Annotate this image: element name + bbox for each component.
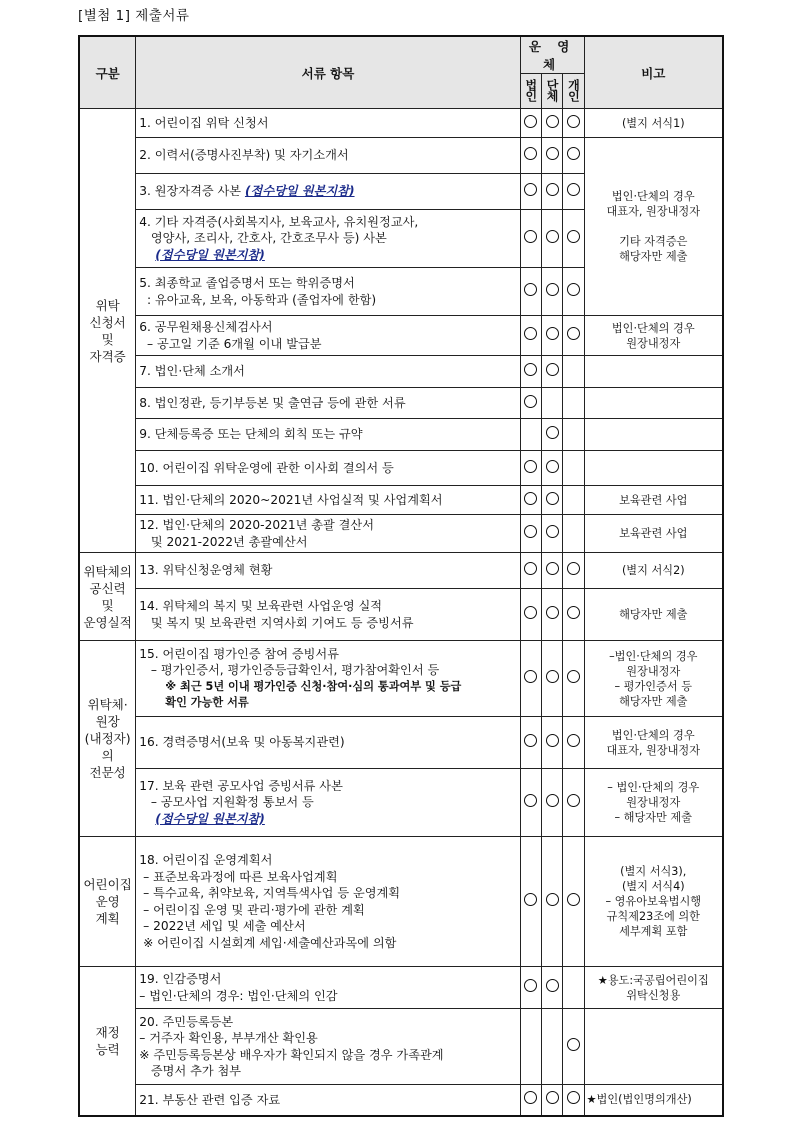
required-circle-icon (524, 363, 537, 376)
mark-cell-individual (563, 553, 584, 589)
mark-cell-individual (563, 210, 584, 268)
mark-cell-individual (563, 451, 584, 486)
mark-cell-corporation (520, 138, 541, 174)
category-cell (79, 553, 136, 641)
category-label: 운영실적 (83, 614, 132, 630)
required-circle-icon (546, 979, 559, 992)
table-row (79, 837, 723, 967)
mark-cell-individual (563, 967, 584, 1009)
document-item (136, 356, 520, 388)
mark-cell-individual (563, 268, 584, 316)
required-circle-icon (567, 327, 580, 340)
required-circle-icon (567, 1038, 580, 1051)
document-line: 13. 위탁신청운영체 현황 (139, 563, 273, 578)
document-item (136, 486, 520, 515)
mark-cell-individual (563, 486, 584, 515)
mark-cell-corporation (520, 451, 541, 486)
document-item (136, 769, 520, 837)
note-cell (584, 967, 723, 1009)
table-row (79, 717, 723, 769)
document-line: 21. 부동산 관련 입증 자료 (139, 1092, 281, 1107)
note-cell (584, 553, 723, 589)
mark-cell-individual (563, 419, 584, 451)
table-row (79, 967, 723, 1009)
document-item (136, 316, 520, 356)
mark-cell-corporation (520, 174, 541, 210)
note-line: 대표자, 원장내정자 (606, 205, 701, 218)
required-circle-icon (546, 460, 559, 473)
mark-cell-individual (563, 356, 584, 388)
document-line: 14. 위탁체의 복지 및 보육관련 사업운영 실적 (139, 599, 383, 613)
mark-cell-group (541, 419, 562, 451)
mark-cell-individual (563, 316, 584, 356)
category-label: 공신력 (89, 580, 126, 596)
mark-cell-group (541, 641, 562, 717)
table-row (79, 109, 723, 138)
note-line: 법인·단체의 경우 (611, 728, 695, 742)
mark-cell-group (541, 1085, 562, 1116)
required-circle-icon (546, 734, 559, 747)
required-circle-icon (524, 562, 537, 575)
mark-cell-corporation (520, 486, 541, 515)
note-line: ★법인(법인명의개산) (586, 1093, 692, 1107)
required-circle-icon (524, 395, 537, 408)
note-cell (584, 837, 723, 967)
mark-cell-group (541, 356, 562, 388)
note-cell (584, 1085, 723, 1116)
document-line: 3. 원장자격증 사본 (접수당일 원본지참) (139, 184, 355, 199)
document-line: 19. 인감증명서 (139, 972, 222, 986)
mark-cell-group (541, 553, 562, 589)
mark-cell-group (541, 589, 562, 641)
table-row (79, 515, 723, 553)
required-circle-icon (524, 492, 537, 505)
note-line: (별지 서식4) (621, 880, 685, 893)
note-cell (584, 641, 723, 717)
mark-cell-group (541, 268, 562, 316)
required-circle-icon (567, 794, 580, 807)
note-line: (별지 서식1) (621, 116, 685, 130)
note-line: 대표자, 원장내정자 (606, 743, 701, 757)
document-line: ※ 어린이집 시설회계 세입·세출예산과목에 의함 (139, 935, 397, 950)
note-cell (584, 316, 723, 356)
document-line: – 평가인증서, 평가인증등급확인서, 평가참여확인서 등 (139, 663, 440, 677)
note-line: 해당자만 제출 (619, 694, 688, 708)
document-line: 10. 어린이집 위탁운영에 관한 이사회 결의서 등 (139, 460, 394, 475)
note-cell (584, 356, 723, 388)
required-circle-icon (546, 426, 559, 439)
note-cell (584, 769, 723, 837)
table-row (79, 419, 723, 451)
mark-cell-group (541, 717, 562, 769)
note-line: 원장내정자 (626, 664, 681, 678)
note-cell (584, 717, 723, 769)
required-circle-icon (524, 230, 537, 243)
required-circle-icon (567, 115, 580, 128)
required-circle-icon (567, 734, 580, 747)
required-circle-icon (546, 230, 559, 243)
document-line: 15. 어린이집 평가인증 참여 증빙서류 (139, 646, 339, 661)
document-line: – 표준보육과정에 따른 보육사업계획 (139, 869, 338, 884)
required-circle-icon (567, 1091, 580, 1104)
category-label: 운영 (95, 894, 120, 909)
note-cell (584, 1009, 723, 1085)
table-row (79, 589, 723, 641)
mark-cell-group (541, 837, 562, 967)
required-circle-icon (546, 562, 559, 575)
required-circle-icon (524, 893, 537, 906)
mark-cell-individual (563, 388, 584, 419)
required-circle-icon (567, 283, 580, 296)
category-label: 재정 (95, 1024, 120, 1040)
mark-cell-individual (563, 769, 584, 837)
note-line: 보육관련 사업 (619, 527, 688, 540)
document-line: – 거주자 확인용, 부부개산 확인용 (139, 1031, 318, 1045)
category-cell (79, 837, 136, 967)
mark-cell-individual (563, 515, 584, 553)
required-circle-icon (567, 230, 580, 243)
mark-cell-corporation (520, 356, 541, 388)
header-group: 단체 (545, 78, 560, 101)
mark-cell-corporation (520, 717, 541, 769)
category-label: (내정자)의 (84, 731, 131, 763)
note-line: –법인·단체의 경우 (609, 649, 698, 663)
required-circle-icon (567, 670, 580, 683)
page-heading: [별첨 1] 제출서류 (78, 8, 190, 24)
required-circle-icon (567, 893, 580, 906)
table-row (79, 316, 723, 356)
document-line: 4. 기타 자격증(사회복지사, 보육교사, 유치원정교사, (139, 214, 419, 229)
document-line: 및 복지 및 보육관련 지역사회 기여도 등 증빙서류 (139, 615, 414, 630)
table-row (79, 451, 723, 486)
header-operator: 운 영 체 (520, 36, 584, 74)
mark-cell-group (541, 769, 562, 837)
table-row (79, 1009, 723, 1085)
mark-cell-corporation (520, 268, 541, 316)
mark-cell-corporation (520, 1085, 541, 1116)
note-cell (584, 419, 723, 451)
note-cell (584, 486, 723, 515)
required-circle-icon (546, 794, 559, 807)
required-circle-icon (546, 893, 559, 906)
required-circle-icon (546, 183, 559, 196)
table-row (79, 769, 723, 837)
mark-cell-corporation (520, 837, 541, 967)
required-circle-icon (546, 1091, 559, 1104)
mark-cell-group (541, 174, 562, 210)
category-label: 어린이집 (83, 877, 132, 892)
mark-cell-corporation (520, 769, 541, 837)
note-line: 해당자만 제출 (619, 250, 688, 263)
required-circle-icon (567, 183, 580, 196)
original-required-note: (접수당일 원본지참) (244, 184, 355, 199)
category-cell (79, 967, 136, 1116)
document-line: 12. 법인·단체의 2020-2021년 총괄 결산서 (139, 518, 374, 532)
document-item (136, 174, 520, 210)
mark-cell-group (541, 1009, 562, 1085)
required-circle-icon (524, 183, 537, 196)
mark-cell-group (541, 388, 562, 419)
mark-cell-corporation (520, 388, 541, 419)
document-item (136, 138, 520, 174)
required-circle-icon (524, 525, 537, 538)
required-circle-icon (524, 327, 537, 340)
note-line: – 법인·단체의 경우 (607, 781, 700, 794)
document-line: – 2022년 세입 및 세출 예산서 (139, 919, 306, 933)
note-line: 위탁신청용 (626, 988, 681, 1002)
document-item (136, 210, 520, 268)
category-label: 및 (101, 597, 114, 613)
mark-cell-corporation (520, 1009, 541, 1085)
note-cell (584, 388, 723, 419)
note-line: ★용도:국공립어린이집 (597, 973, 709, 987)
document-line: 5. 최종학교 졸업증명서 또는 학위증명서 (139, 276, 355, 290)
mark-cell-group (541, 451, 562, 486)
note-cell (584, 589, 723, 641)
mark-cell-group (541, 138, 562, 174)
mark-cell-group (541, 486, 562, 515)
mark-cell-individual (563, 109, 584, 138)
note-line: 법인·단체의 경우 (611, 321, 695, 335)
note-line: – 영유아보육법시행 (605, 895, 702, 908)
required-circle-icon (524, 115, 537, 128)
header-category: 구분 (79, 36, 136, 109)
mark-cell-individual (563, 1085, 584, 1116)
required-circle-icon (546, 327, 559, 340)
required-circle-icon (546, 115, 559, 128)
note-line: 보육관련 사업 (619, 493, 688, 507)
category-label: 전문성 (89, 765, 126, 780)
category-cell (79, 109, 136, 553)
required-circle-icon (524, 734, 537, 747)
mark-cell-corporation (520, 210, 541, 268)
table-row (79, 641, 723, 717)
required-circle-icon (524, 460, 537, 473)
mark-cell-individual (563, 641, 584, 717)
document-emphasis-note: 확인 가능한 서류 (165, 696, 249, 709)
document-item (136, 419, 520, 451)
mark-cell-individual (563, 589, 584, 641)
document-line: 9. 단체등록증 또는 단체의 회칙 또는 규약 (139, 427, 363, 442)
note-line: – 해당자만 제출 (614, 811, 693, 824)
original-required-note: (접수당일 원본지참) (155, 247, 265, 262)
table-row (79, 1085, 723, 1116)
mark-cell-individual (563, 174, 584, 210)
mark-cell-corporation (520, 641, 541, 717)
required-circle-icon (546, 606, 559, 619)
header-corporation: 법인 (523, 78, 538, 101)
required-circle-icon (546, 492, 559, 505)
document-line: – 공모사업 지원확정 통보서 등 (139, 795, 314, 810)
document-line: : 유아교육, 보육, 아동학과 (졸업자에 한함) (139, 292, 377, 307)
document-line: 11. 법인·단체의 2020~2021년 사업실적 및 사업계획서 (139, 492, 443, 507)
document-item (136, 109, 520, 138)
document-emphasis-note: ※ 최근 5년 이내 평가인증 신청·참여·심의 통과여부 및 등급 (165, 679, 462, 693)
table-row (79, 486, 723, 515)
mark-cell-individual (563, 138, 584, 174)
required-circle-icon (567, 147, 580, 160)
mark-cell-individual (563, 1009, 584, 1085)
note-line: (별지 서식2) (621, 564, 685, 577)
document-line: ※ 주민등록등본상 배우자가 확인되지 않을 경우 가족관계 (139, 1047, 444, 1062)
document-item (136, 1085, 520, 1116)
document-item (136, 641, 520, 717)
category-label: 자격증 (89, 348, 126, 364)
note-cell (584, 138, 723, 316)
category-label: 위탁체· (87, 697, 128, 712)
document-line: – 어린이집 운영 및 관리·평가에 관한 계획 (139, 902, 365, 917)
required-circle-icon (524, 606, 537, 619)
note-line: 법인·단체의 경우 (611, 190, 695, 203)
note-line: – 평가인증서 등 (614, 679, 693, 693)
note-line (587, 219, 720, 234)
document-line: 16. 경력증명서(보육 및 아동복지관련) (139, 735, 345, 750)
note-cell (584, 451, 723, 486)
category-label: 및 (101, 331, 114, 347)
required-circle-icon (546, 147, 559, 160)
document-item (136, 515, 520, 553)
table-row (79, 553, 723, 589)
document-line: 영양사, 조리사, 간호사, 간호조무사 등) 사본 (139, 231, 387, 246)
mark-cell-corporation (520, 419, 541, 451)
table-row (79, 388, 723, 419)
document-line: 2. 이력서(증명사진부착) 및 자기소개서 (139, 148, 349, 163)
document-item (136, 268, 520, 316)
document-line: – 공고일 기준 6개월 이내 발급분 (139, 336, 322, 351)
submission-documents-table (78, 35, 724, 1117)
mark-cell-group (541, 967, 562, 1009)
mark-cell-corporation (520, 589, 541, 641)
note-line: (별지 서식3), (620, 865, 687, 878)
required-circle-icon (524, 1091, 537, 1104)
required-circle-icon (524, 794, 537, 807)
note-line: 해당자만 제출 (619, 608, 688, 621)
document-line: – 특수교육, 취약보육, 지역특색사업 등 운영계획 (139, 886, 401, 900)
document-line: – 법인·단체의 경우: 법인·단체의 인감 (139, 988, 338, 1003)
mark-cell-corporation (520, 316, 541, 356)
document-item (136, 589, 520, 641)
note-cell (584, 109, 723, 138)
mark-cell-corporation (520, 515, 541, 553)
category-label: 위탁체의 (83, 563, 132, 579)
required-circle-icon (546, 525, 559, 538)
document-item (136, 717, 520, 769)
document-line: 증명서 추가 첨부 (139, 1064, 242, 1078)
required-circle-icon (546, 670, 559, 683)
note-line: 규칙제23조에 의한 (606, 910, 700, 923)
mark-cell-group (541, 316, 562, 356)
required-circle-icon (546, 283, 559, 296)
document-line: 18. 어린이집 운영계획서 (139, 853, 273, 867)
note-cell (584, 515, 723, 553)
document-line: 및 2021-2022년 총괄예산서 (139, 534, 308, 549)
category-label: 위탁 (95, 297, 120, 313)
document-line: 7. 법인·단체 소개서 (139, 364, 245, 379)
mark-cell-corporation (520, 553, 541, 589)
table-row (79, 356, 723, 388)
document-line: 1. 어린이집 위탁 신청서 (139, 115, 269, 130)
mark-cell-corporation (520, 109, 541, 138)
document-item (136, 451, 520, 486)
document-item (136, 553, 520, 589)
required-circle-icon (567, 606, 580, 619)
note-line: 기타 자격증은 (619, 235, 688, 248)
required-circle-icon (524, 670, 537, 683)
document-item (136, 967, 520, 1009)
document-item (136, 388, 520, 419)
note-line: 세부계획 포함 (619, 925, 688, 938)
mark-cell-group (541, 109, 562, 138)
category-label: 원장 (95, 714, 120, 729)
mark-cell-group (541, 210, 562, 268)
header-items: 서류 항목 (136, 36, 520, 109)
category-label: 신청서 (89, 314, 126, 330)
header-individual: 개인 (566, 78, 581, 101)
header-note: 비고 (584, 36, 723, 109)
required-circle-icon (567, 562, 580, 575)
required-circle-icon (546, 363, 559, 376)
document-line: 6. 공무원채용신체검사서 (139, 320, 273, 334)
document-line: 17. 보육 관련 공모사업 증빙서류 사본 (139, 778, 343, 793)
mark-cell-corporation (520, 967, 541, 1009)
original-required-note: (접수당일 원본지참) (155, 811, 265, 826)
table-row (79, 138, 723, 174)
required-circle-icon (524, 147, 537, 160)
document-line: 20. 주민등록등본 (139, 1014, 234, 1029)
required-circle-icon (524, 979, 537, 992)
mark-cell-group (541, 515, 562, 553)
document-item (136, 837, 520, 967)
document-line: 8. 법인정관, 등기부등본 및 출연금 등에 관한 서류 (139, 395, 406, 410)
category-label: 능력 (95, 1041, 120, 1057)
note-line: 원장내정자 (626, 336, 681, 350)
category-cell (79, 641, 136, 837)
mark-cell-individual (563, 837, 584, 967)
document-item (136, 1009, 520, 1085)
note-line: 원장내정자 (626, 796, 681, 809)
mark-cell-individual (563, 717, 584, 769)
required-circle-icon (524, 283, 537, 296)
category-label: 계획 (95, 911, 120, 926)
